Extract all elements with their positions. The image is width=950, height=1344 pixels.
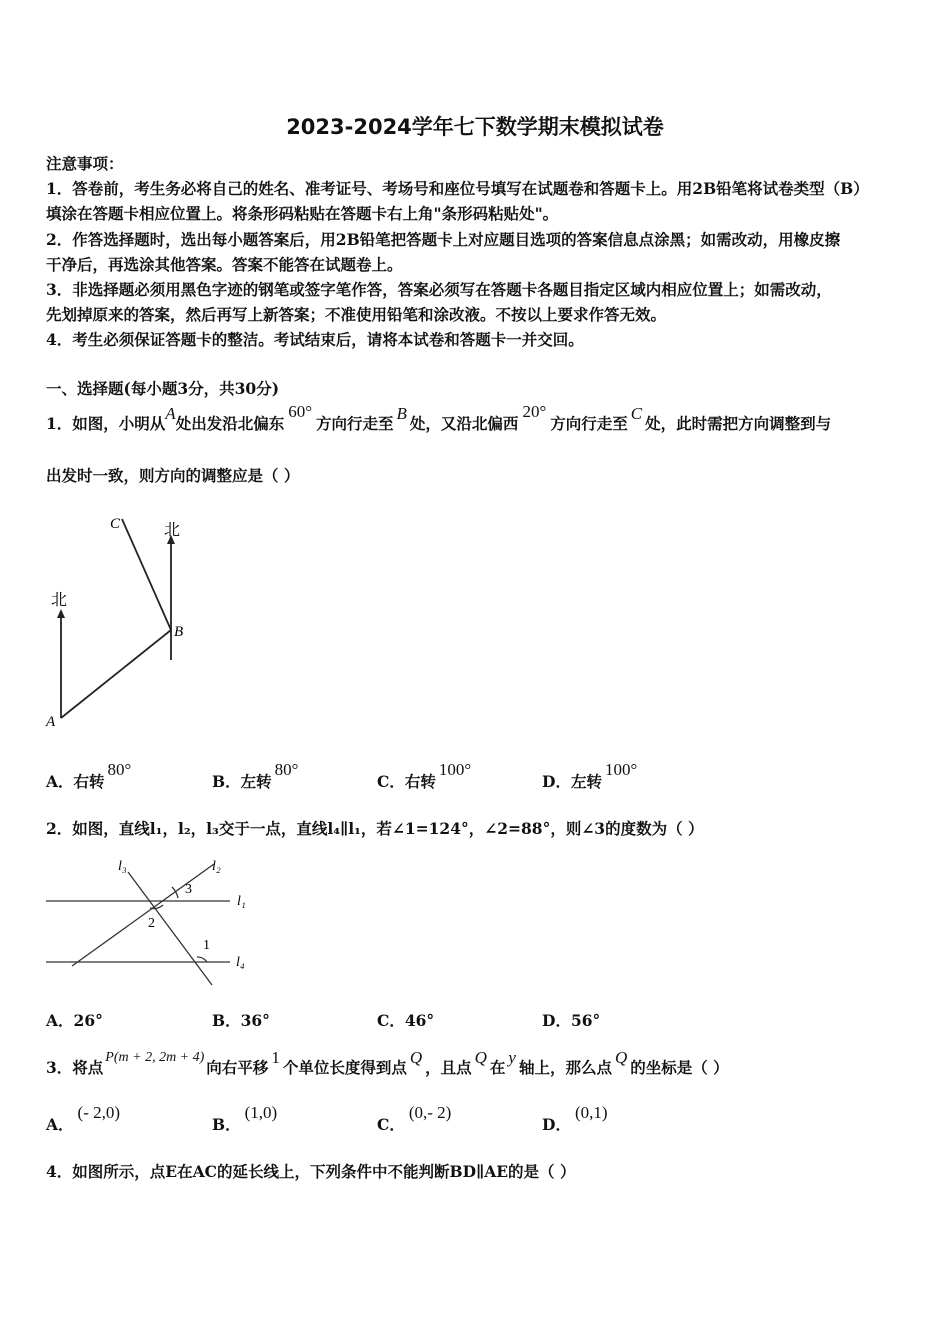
point-b: B (396, 404, 407, 423)
fig-l1: l₁ (237, 894, 246, 909)
text-run: 处，此时需把方向调整到与 (645, 414, 832, 433)
north-label-a: 北 (51, 592, 68, 609)
point-a: A (165, 404, 176, 423)
notice-line: 2．作答选择题时，选出每小题答案后，用2B铅笔把答题卡上对应题目选项的答案信息点涂黑；如需改动，用橡皮擦 (46, 230, 841, 249)
fig-angle-1: 1 (203, 938, 210, 953)
text-run: ，且点 (425, 1058, 472, 1077)
notice-line: 4．考生必须保证答题卡的整洁。考试结束后，请将本试卷和答题卡一并交回。 (46, 330, 584, 349)
notice-line: 1．答卷前，考生务必将自己的姓名、准考证号、考场号和座位号填写在试题卷和答题卡上。用2B铅笔将试卷类型（B） (46, 179, 869, 198)
text-run: 在 (489, 1058, 506, 1077)
q2-option-c[interactable]: C．46° (377, 1011, 435, 1030)
segment-ab (61, 630, 171, 718)
text-run: 处，又沿北偏西 (409, 414, 519, 433)
arrowhead-a (57, 609, 65, 618)
fig-l2: l₂ (212, 859, 221, 874)
point-p-expr: P(m + 2, 2m + 4) (105, 1050, 205, 1065)
fig-label-a: A (46, 714, 56, 730)
text-run: 的坐标是（ ） (630, 1058, 729, 1077)
q3-option-c[interactable]: C．(0,- 2) (377, 1103, 452, 1134)
notice-line: 3．非选择题必须用黑色字迹的钢笔或签字笔作答，答案必须写在答题卡各题目指定区域内相应位置上；如需改动， (46, 280, 832, 299)
notice-line: 干净后，再选涂其他答案。答案不能答在试题卷上。 (46, 255, 403, 274)
q1-option-d[interactable]: D．左转100° (542, 760, 638, 791)
north-label-b: 北 (164, 522, 181, 539)
text-run: 3．将点 (46, 1058, 104, 1077)
arc-1 (197, 957, 207, 962)
angle-20: 20° (522, 402, 547, 421)
text-run: 1．如图，小明从 (46, 414, 166, 433)
line-l3 (128, 872, 212, 985)
page-title: 2023-2024学年七下数学期末模拟试卷 (286, 115, 664, 139)
question-1-line-2: 出发时一致，则方向的调整应是（ ） (46, 466, 300, 485)
text-run: 个单位长度得到点 (282, 1058, 407, 1077)
q3-option-a[interactable]: A．(- 2,0) (46, 1103, 121, 1134)
line-l2 (72, 864, 214, 966)
text-run: 方向行走至 (550, 414, 628, 433)
point-q: Q (474, 1048, 487, 1067)
q1-option-c[interactable]: C．右转100° (377, 760, 472, 791)
q3-option-d[interactable]: D．(0,1) (542, 1103, 608, 1134)
fig-label-b: B (174, 624, 184, 640)
text-run: 轴上，那么点 (518, 1058, 612, 1077)
fig-angle-3: 3 (185, 882, 192, 897)
angle-60: 60° (288, 402, 313, 421)
axis-y: y (508, 1048, 516, 1067)
section-heading: 一、选择题(每小题3分，共30分) (46, 379, 280, 398)
question-3 (46, 1048, 729, 1078)
notice-heading: 注意事项： (46, 154, 124, 173)
question-4: 4．如图所示，点E在AC的延长线上，下列条件中不能判断BD∥AE的是（ ） (46, 1162, 576, 1181)
text-run: 方向行走至 (316, 414, 394, 433)
point-c: C (630, 404, 643, 423)
fig-l3: l₃ (118, 859, 127, 874)
fig-angle-2: 2 (148, 916, 155, 931)
q1-option-b[interactable]: B．左转80° (212, 760, 299, 791)
num-1: 1 (271, 1048, 280, 1067)
q2-option-b[interactable]: B．36° (212, 1011, 270, 1030)
q3-option-b[interactable]: B．(1,0) (212, 1103, 278, 1134)
q1-option-a[interactable]: A．右转80° (46, 760, 132, 791)
fig-l4: l₄ (236, 955, 245, 970)
point-q: Q (614, 1048, 628, 1067)
question-2: 2．如图，直线l₁，l₂，l₃交于一点，直线l₄∥l₁，若∠1=124°，∠2=88°，则∠3的度数为（ ） (46, 819, 704, 838)
fig-label-c: C (110, 516, 121, 532)
point-q: Q (409, 1048, 423, 1067)
q2-option-d[interactable]: D．56° (542, 1011, 601, 1030)
text-run: 处出发沿北偏东 (175, 414, 285, 433)
text-run: 向右平移 (206, 1058, 269, 1077)
notice-line: 先划掉原来的答案，然后再写上新答案；不准使用铅笔和涂改液。不按以上要求作答无效。 (46, 305, 667, 324)
q2-option-a[interactable]: A．26° (46, 1011, 103, 1030)
notice-line: 填涂在答题卡相应位置上。将条形码粘贴在答题卡右上角"条形码粘贴处"。 (46, 204, 559, 223)
